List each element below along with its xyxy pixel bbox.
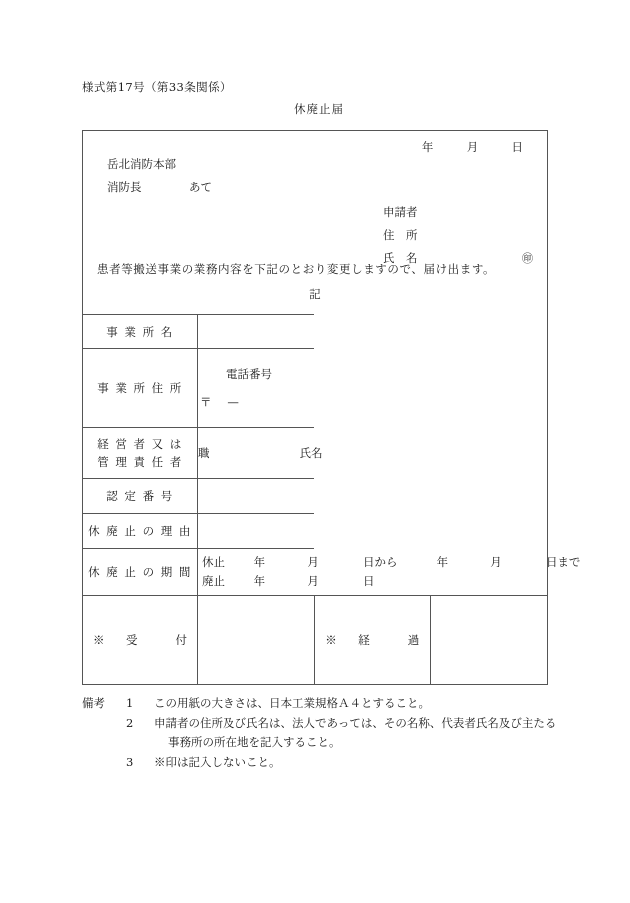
date-day-label: 日 [511, 140, 523, 154]
remarks-text-3: ※印は記入しないこと。 [154, 754, 281, 769]
period-abolish-kind: 廃止 [202, 574, 225, 588]
label-office-address: 事 業 所 住 所 [83, 349, 198, 428]
form-code: 様式第17号（第33条関係） [82, 80, 232, 94]
table-row-official-use [83, 596, 547, 684]
label-manager [83, 428, 198, 479]
applicant-block [383, 201, 533, 270]
period-abolish-month: 月 [307, 574, 319, 588]
remarks-number-3: 3 [126, 754, 134, 769]
remarks-text-2-continuation: 事務所の所在地を記入すること。 [168, 735, 341, 749]
postal-dash: — [227, 395, 239, 409]
ki-marker: 記 [309, 287, 321, 301]
table-row-certification-number [83, 479, 547, 514]
form-table [83, 314, 581, 684]
remarks-block [82, 694, 572, 772]
value-receipt[interactable] [198, 596, 315, 684]
label-office-name: 事 業 所 名 [83, 315, 198, 349]
period-suspend-kind: 休止 [202, 555, 225, 569]
label-manager-line1: 経 営 者 又 は [97, 437, 183, 451]
form-header-block [83, 131, 547, 314]
remarks-item-1 [82, 694, 572, 714]
remarks-text-1: この用紙の大きさは、日本工業規格Ａ４とすること。 [154, 696, 430, 710]
applicant-name-label: 氏 名 [383, 251, 418, 265]
table-row-manager [83, 428, 547, 479]
remarks-item-3 [82, 753, 572, 773]
remarks-text-2-wrap [154, 714, 572, 753]
date-line [422, 139, 523, 155]
value-office-name[interactable] [198, 315, 315, 349]
seal-icon: ㊞ [522, 252, 533, 265]
remarks-number-2: 2 [126, 715, 134, 730]
postal-mark-icon: 〒 [200, 395, 212, 409]
telephone-label: 電話番号 [226, 367, 272, 381]
period-suspend-month: 月 [307, 555, 319, 569]
period-suspend-year2: 年 [436, 555, 449, 569]
period-abolish-day: 日 [362, 574, 375, 588]
period-suspend-day-from: 日から [362, 555, 398, 569]
applicant-address-label: 住 所 [383, 228, 418, 242]
addressee-block [107, 153, 212, 199]
label-progress: ※ 経 過 [314, 596, 431, 684]
period-abolish-line [198, 572, 375, 591]
form-frame [82, 130, 581, 685]
label-certification-number: 認 定 番 号 [83, 479, 198, 514]
declaration-statement: 患者等搬送事業の業務内容を下記のとおり変更しますので、届け出ます。 [97, 262, 496, 276]
value-period[interactable] [198, 549, 581, 596]
addressee-chief: 消防長 [107, 180, 142, 194]
applicant-label: 申請者 [383, 205, 418, 219]
value-office-address[interactable] [198, 349, 315, 428]
remarks-heading: 備考 [82, 696, 105, 710]
period-suspend-line [198, 553, 581, 572]
manager-name-label: 氏名 [299, 446, 323, 460]
label-period: 休 廃 止 の 期 間 [83, 549, 198, 596]
period-suspend-day-to: 日まで [545, 555, 581, 569]
date-year-label: 年 [421, 140, 434, 154]
period-abolish-year: 年 [253, 574, 266, 588]
addressee-chief-line [107, 176, 212, 199]
label-manager-line2: 管 理 責 任 者 [97, 455, 183, 469]
remarks-number-1: 1 [126, 696, 134, 710]
manager-inner [198, 445, 323, 461]
value-reason[interactable] [198, 514, 315, 549]
value-certification-number[interactable] [198, 479, 315, 514]
postal-code-line [200, 394, 251, 410]
remarks-text-2: 申請者の住所及び氏名は、法人であっては、その名称、代表者氏名及び主たる [154, 715, 557, 730]
addressee-organization: 岳北消防本部 [107, 157, 176, 171]
table-row-office-address [83, 349, 547, 428]
date-month-label: 月 [466, 140, 479, 154]
table-row-period [83, 549, 547, 596]
label-receipt: ※ 受 付 [83, 596, 198, 684]
table-row-office-name [83, 315, 547, 349]
remarks-item-2 [82, 714, 572, 753]
period-suspend-month2: 月 [490, 555, 502, 569]
period-suspend-year: 年 [253, 555, 266, 569]
manager-post-label: 職 [198, 446, 210, 460]
value-manager[interactable] [198, 428, 323, 479]
table-row-reason [83, 514, 547, 549]
value-progress[interactable] [431, 596, 548, 684]
label-reason: 休 廃 止 の 理 由 [83, 514, 198, 549]
page-title [0, 101, 630, 117]
addressee-attn: あて [189, 180, 212, 194]
page-title-text: 休廃止届 [294, 102, 344, 116]
